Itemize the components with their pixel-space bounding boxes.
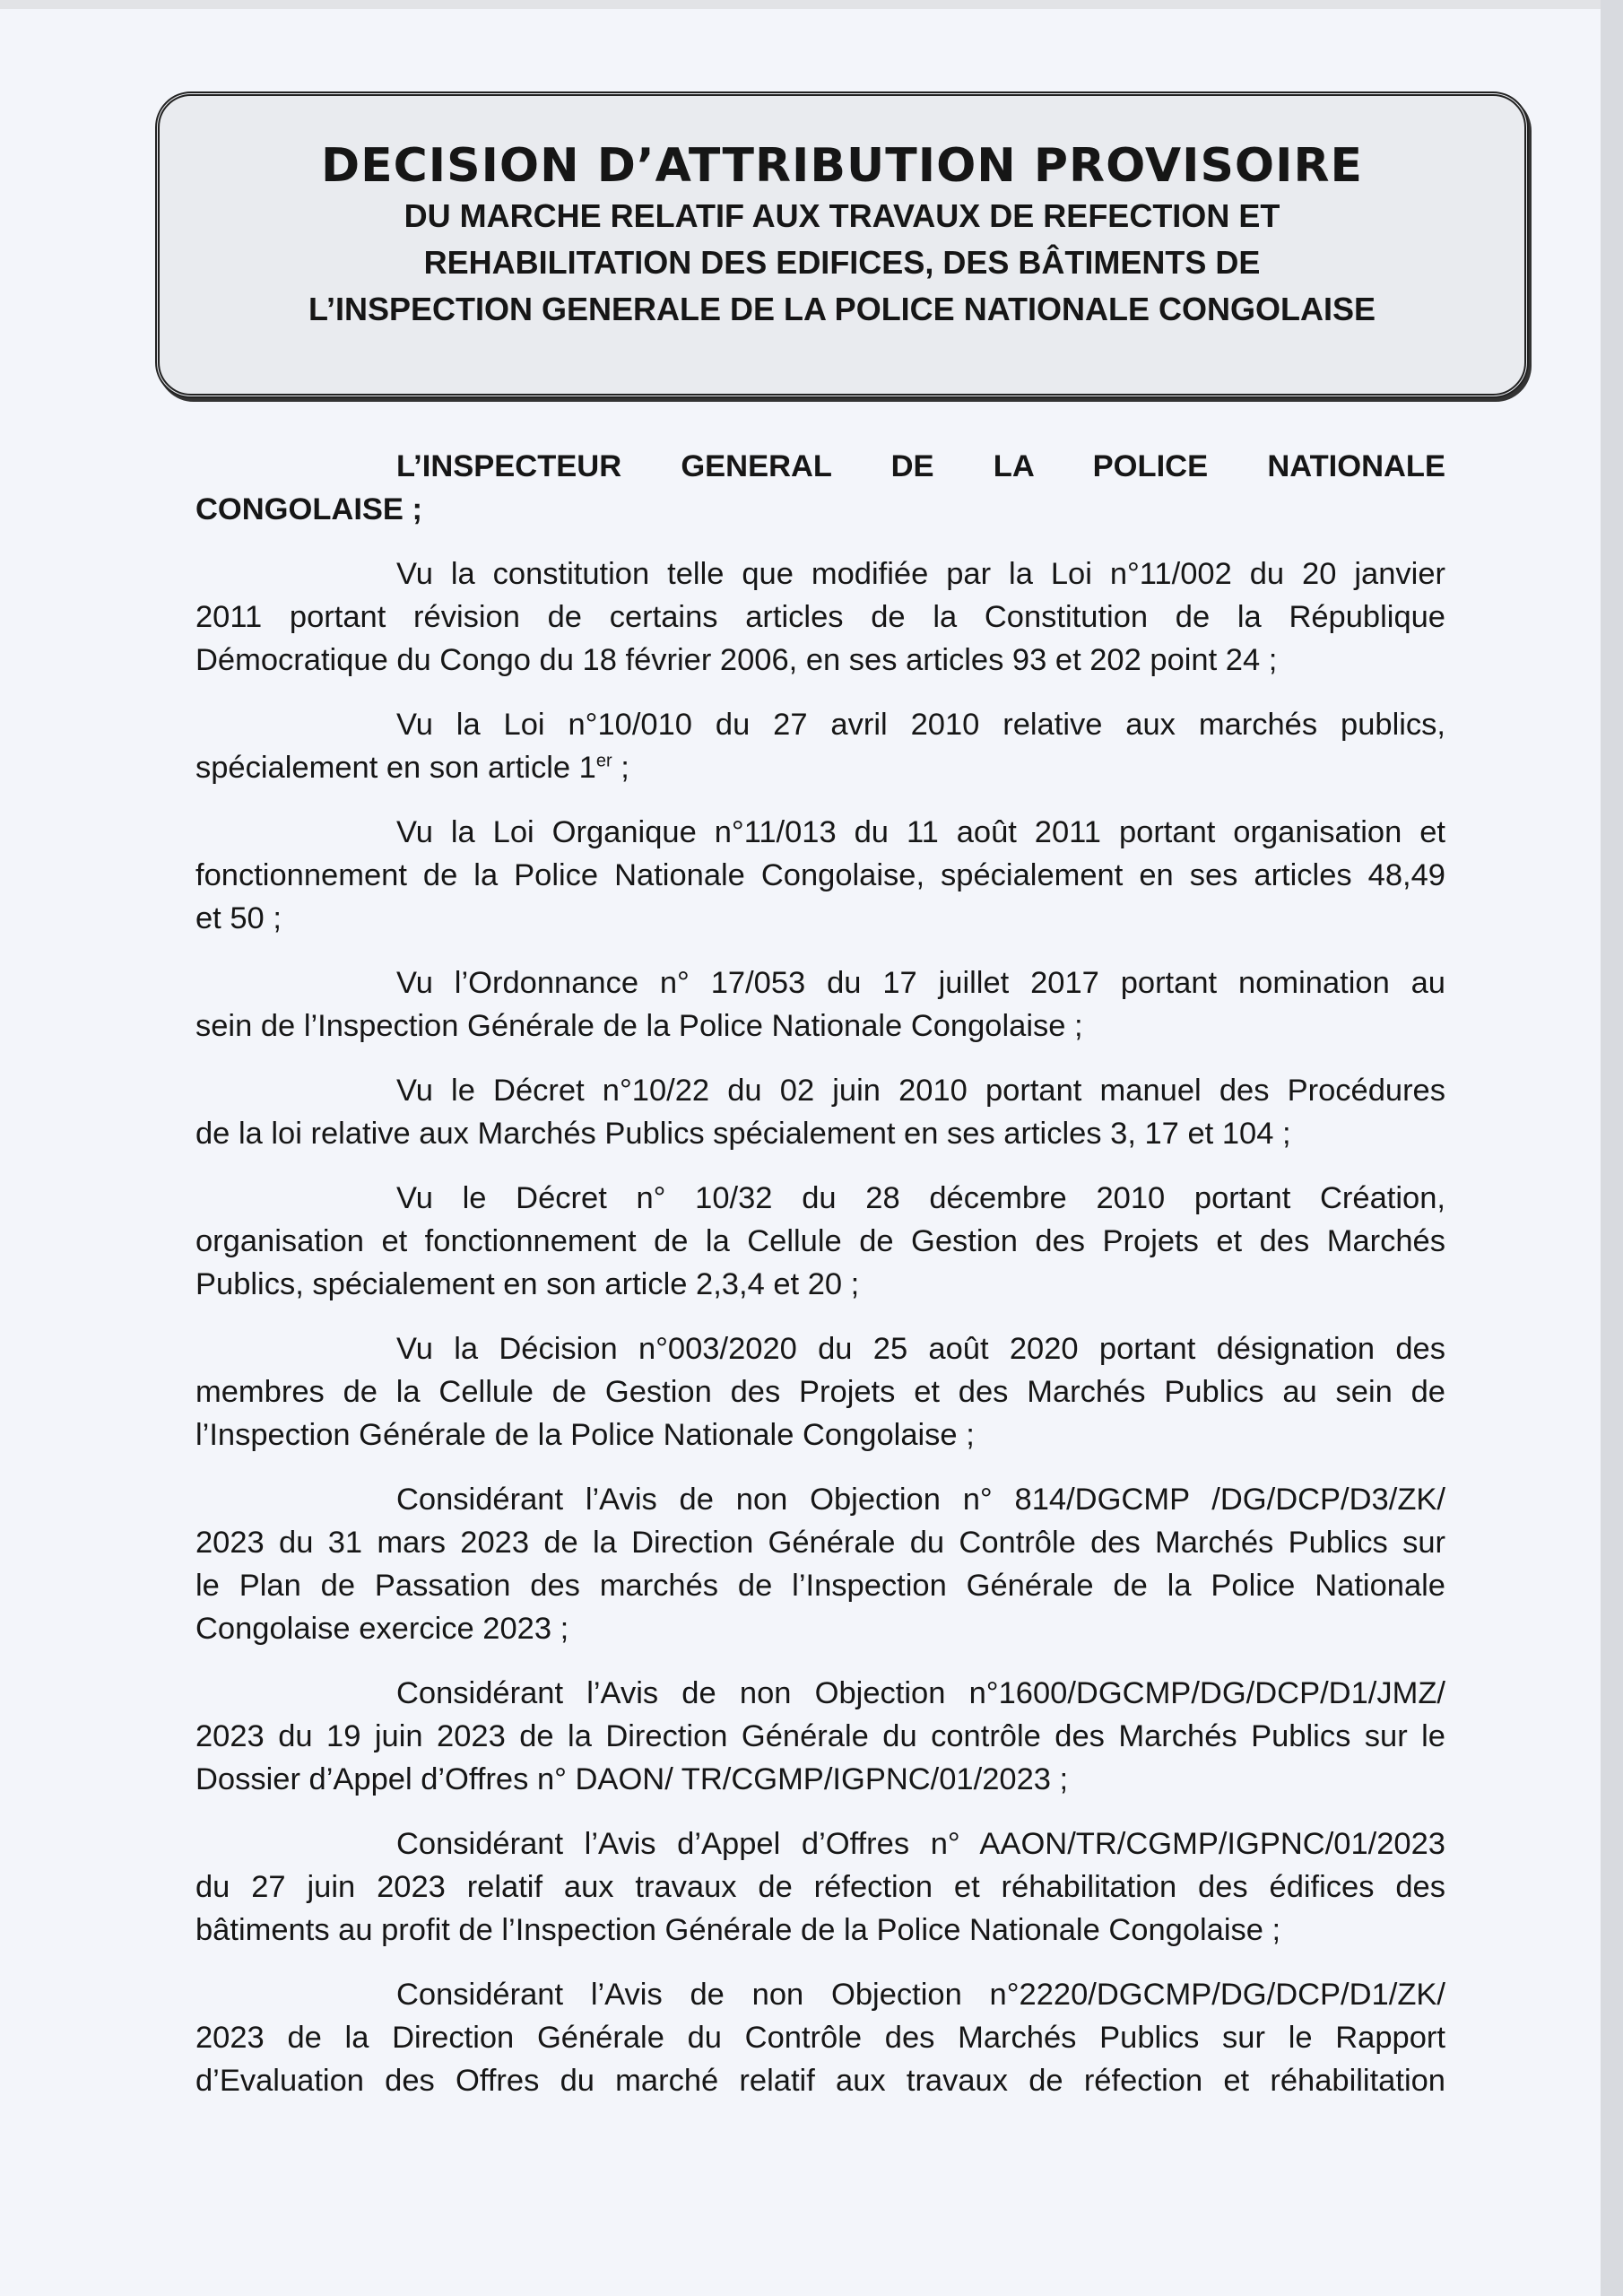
text-line xyxy=(195,1112,1445,1155)
recital-paragraph xyxy=(195,1177,1445,1306)
text-line xyxy=(195,1177,1445,1220)
text-line xyxy=(195,1327,1445,1370)
document-subtitle-line: L’INSPECTION GENERALE DE LA POLICE NATIONALE CONGOLAISE xyxy=(308,291,1376,327)
line-text: Vu la constitution telle que modifiée par la Loi n°11/002 du 20 janvier xyxy=(396,557,1445,591)
recital-paragraph xyxy=(195,703,1445,789)
text-line xyxy=(195,1220,1445,1263)
text-line xyxy=(195,2059,1445,2102)
text-line xyxy=(195,1758,1445,1801)
line-text: fonctionnement de la Police Nationale Congolaise, spécialement en ses articles 48,49 xyxy=(195,858,1445,892)
text-line xyxy=(195,552,1445,596)
text-line xyxy=(195,596,1445,639)
text-line xyxy=(195,746,1445,789)
line-text: L’INSPECTEUR GENERAL DE LA POLICE NATIONALE xyxy=(396,449,1445,483)
line-text: 2023 du 19 juin 2023 de la Direction Générale du contrôle des Marchés Publics sur le xyxy=(195,1719,1445,1753)
recital-paragraph xyxy=(195,1973,1445,2102)
line-text: Congolaise exercice 2023 ; xyxy=(195,1612,569,1646)
line-text: Dossier d’Appel d’Offres n° DAON/ TR/CGMP/IGPNC/01/2023 ; xyxy=(195,1762,1069,1796)
recital-paragraph xyxy=(195,1327,1445,1457)
text-line xyxy=(195,1478,1445,1521)
line-text: de la loi relative aux Marchés Publics spécialement en ses articles 3, 17 et 104 ; xyxy=(195,1117,1291,1151)
recital-paragraph xyxy=(195,552,1445,682)
text-line xyxy=(195,1973,1445,2016)
line-text: et 50 ; xyxy=(195,901,282,935)
text-line xyxy=(195,1715,1445,1758)
text-line xyxy=(195,1263,1445,1306)
line-text: Considérant l’Avis de non Objection n°1600/DGCMP/DG/DCP/D1/JMZ/ xyxy=(396,1676,1445,1710)
line-text: spécialement en son article 1 xyxy=(195,751,596,785)
recital-paragraph xyxy=(195,1822,1445,1952)
text-line xyxy=(195,1672,1445,1715)
line-text: 2023 du 31 mars 2023 de la Direction Générale du Contrôle des Marchés Publics sur xyxy=(195,1526,1445,1560)
line-text: organisation et fonctionnement de la Cellule de Gestion des Projets et des Marchés xyxy=(195,1224,1445,1258)
line-text: membres de la Cellule de Gestion des Projets et des Marchés Publics au sein de xyxy=(195,1375,1445,1409)
text-line xyxy=(195,1521,1445,1564)
text-line xyxy=(195,854,1445,897)
recital-paragraph xyxy=(195,961,1445,1048)
line-text: sein de l’Inspection Générale de la Police Nationale Congolaise ; xyxy=(195,1009,1083,1043)
recital-paragraph xyxy=(195,1672,1445,1801)
text-line xyxy=(195,445,1445,488)
line-text: Vu la Loi n°10/010 du 27 avril 2010 relative aux marchés publics, xyxy=(396,708,1445,742)
text-line xyxy=(195,1004,1445,1048)
text-line xyxy=(195,961,1445,1004)
line-text: Considérant l’Avis d’Appel d’Offres n° AAON/TR/CGMP/IGPNC/01/2023 xyxy=(396,1827,1445,1861)
text-line xyxy=(195,897,1445,940)
authority-heading xyxy=(195,445,1445,531)
recital-paragraph xyxy=(195,1478,1445,1650)
text-line xyxy=(195,1607,1445,1650)
text-line xyxy=(195,1822,1445,1866)
line-text: 2023 de la Direction Générale du Contrôle des Marchés Publics sur le Rapport xyxy=(195,2021,1445,2055)
line-text: Démocratique du Congo du 18 février 2006, en ses articles 93 et 202 point 24 ; xyxy=(195,643,1278,677)
line-text: CONGOLAISE ; xyxy=(195,492,423,526)
line-text: le Plan de Passation des marchés de l’Inspection Générale de la Police Nationale xyxy=(195,1569,1445,1603)
line-text: Considérant l’Avis de non Objection n° 814/DGCMP /DG/DCP/D3/ZK/ xyxy=(396,1483,1445,1517)
line-text: Vu l’Ordonnance n° 17/053 du 17 juillet 2017 portant nomination au xyxy=(396,966,1445,1000)
recital-paragraph xyxy=(195,1069,1445,1155)
text-line xyxy=(195,703,1445,746)
document-body xyxy=(195,445,1445,2124)
scan-edge-right xyxy=(1601,0,1623,2296)
text-line xyxy=(195,1413,1445,1457)
scan-edge-top xyxy=(0,0,1623,9)
superscript: er xyxy=(595,751,612,771)
line-text: Publics, spécialement en son article 2,3,4 et 20 ; xyxy=(195,1267,860,1301)
text-line xyxy=(195,2016,1445,2059)
document-subtitle-line: DU MARCHE RELATIF AUX TRAVAUX DE REFECTION ET xyxy=(404,197,1280,234)
text-line xyxy=(195,639,1445,682)
line-text: 2011 portant révision de certains articles de la Constitution de la République xyxy=(195,600,1445,634)
line-text: Vu le Décret n° 10/32 du 28 décembre 2010 portant Création, xyxy=(396,1181,1445,1215)
line-text: Vu la Décision n°003/2020 du 25 août 2020 portant désignation des xyxy=(396,1332,1445,1366)
document-subtitle-line: REHABILITATION DES EDIFICES, DES BÂTIMENTS DE xyxy=(423,244,1261,281)
text-line xyxy=(195,811,1445,854)
text-line xyxy=(195,1069,1445,1112)
document-title: DECISION D’ATTRIBUTION PROVISOIRE xyxy=(320,139,1364,193)
line-text: du 27 juin 2023 relatif aux travaux de réfection et réhabilitation des édifices des xyxy=(195,1870,1445,1904)
line-text: l’Inspection Générale de la Police Nationale Congolaise ; xyxy=(195,1418,975,1452)
title-box xyxy=(155,91,1529,398)
text-line xyxy=(195,1564,1445,1607)
line-text: bâtiments au profit de l’Inspection Générale de la Police Nationale Congolaise ; xyxy=(195,1913,1281,1947)
line-text: Vu le Décret n°10/22 du 02 juin 2010 portant manuel des Procédures xyxy=(396,1074,1445,1108)
text-line xyxy=(195,1370,1445,1413)
recital-paragraph xyxy=(195,811,1445,940)
line-suffix: ; xyxy=(612,751,629,785)
line-text: d’Evaluation des Offres du marché relatif aux travaux de réfection et réhabilitation xyxy=(195,2064,1445,2098)
line-text: Vu la Loi Organique n°11/013 du 11 août 2011 portant organisation et xyxy=(396,815,1445,849)
text-line xyxy=(195,1866,1445,1909)
text-line xyxy=(195,488,1445,531)
text-line xyxy=(195,1909,1445,1952)
line-text: Considérant l’Avis de non Objection n°2220/DGCMP/DG/DCP/D1/ZK/ xyxy=(396,1978,1445,2012)
